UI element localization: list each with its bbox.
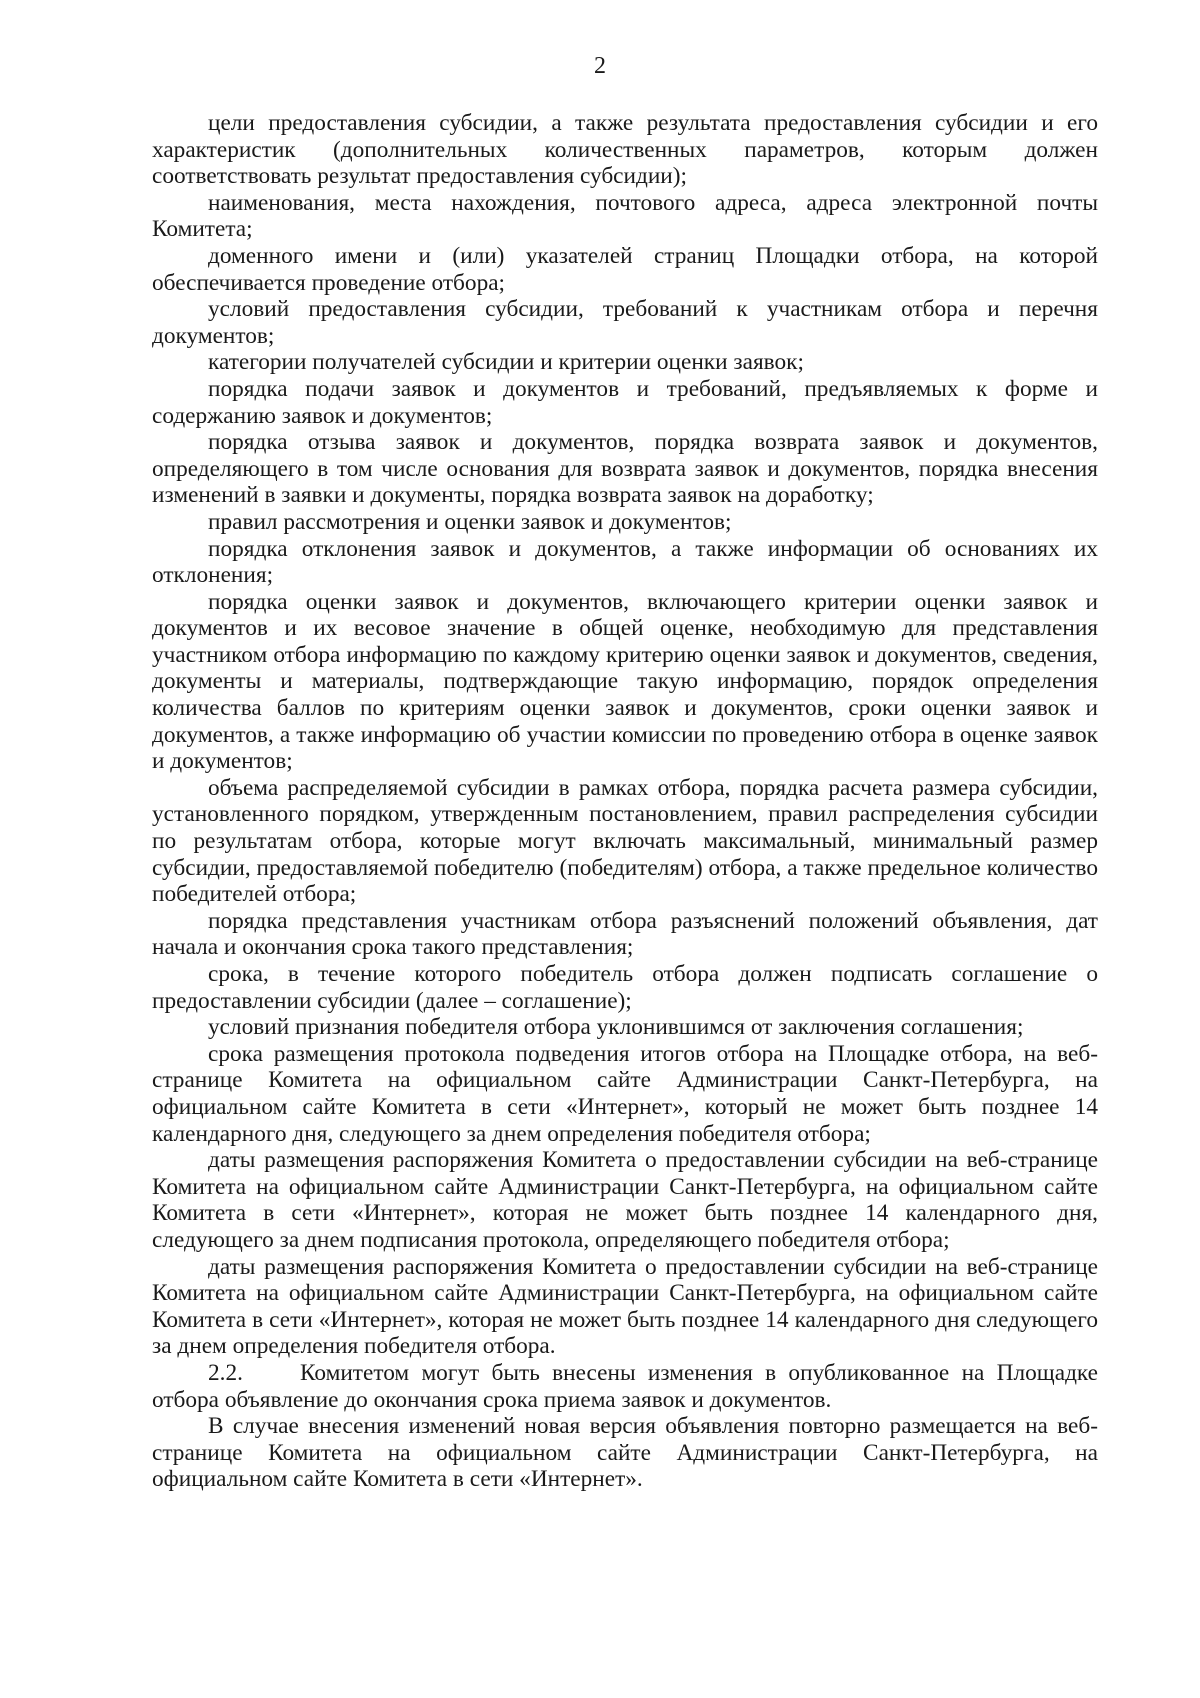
clause-text: Комитетом могут быть внесены изменения в опубликованное на Площадке отбора объявление до окончания срока приема заявок и документов. [152, 1359, 1098, 1413]
list-item: правил рассмотрения и оценки заявок и документов; [208, 508, 732, 535]
list-item: порядка отзыва заявок и документов, порядка возврата заявок и документов, определяющего в том числе основания для возврата заявок и документов, порядка внесения изменений в заявки и документы, порядка возврата заявок на доработку; [152, 429, 1098, 509]
list-item: условий признания победителя отбора уклонившимся от заключения соглашения; [208, 1014, 1024, 1041]
list-item: срока размещения протокола подведения итогов отбора на Площадке отбора, на веб-странице Комитета на официальном сайте Администрации Санкт-Петербурга, на официальном сайте Комитета в сети «Интернет», который не может быть позднее 14 календарного дня, следующего за днем определения победителя отбора; [152, 1040, 1098, 1147]
list-item: даты размещения распоряжения Комитета о предоставлении субсидии на веб-странице Комитета на официальном сайте Администрации Санкт-Петербурга, на официальном сайте Комитета в сети «Интернет», которая не может быть позднее 14 календарного дня, следующего за днем подписания протокола, определяющего победителя отбора; [152, 1147, 1098, 1253]
list-item: порядка подачи заявок и документов и требований, предъявляемых к форме и содержанию заявок и документов; [152, 375, 1098, 429]
list-item: порядка отклонения заявок и документов, а также информации об основаниях их отклонения; [152, 535, 1098, 589]
list-item: порядка оценки заявок и документов, включающего критерии оценки заявок и документов и их весовое значение в общей оценке, необходимую для представления участником отбора информацию по каждому критерию оценки заявок и документов, сведения, документы и материалы, подтверждающие такую информацию, порядок определения количества баллов по критериям оценки заявок и документов, сроки оценки заявок и документов, а также информацию об участии комиссии по проведению отбора в оценке заявок и документов; [152, 588, 1098, 775]
list-item: срока, в течение которого победитель отбора должен подписать соглашение о предоставлении субсидии (далее – соглашение); [152, 961, 1098, 1014]
list-item: порядка представления участникам отбора разъяснений положений объявления, дат начала и окончания срока такого представления; [152, 907, 1098, 961]
list-item: наименования, места нахождения, почтового адреса, адреса электронной почты Комитета; [152, 189, 1098, 243]
document-body [152, 110, 1098, 1493]
clause-2-2 [152, 1360, 1098, 1413]
list-item: доменного имени и (или) указателей страниц Площадки отбора, на которой обеспечивается проведение отбора; [152, 242, 1098, 296]
list-item: объема распределяемой субсидии в рамках отбора, порядка расчета размера субсидии, установленного порядком, утвержденным постановлением, правил распределения субсидии по результатам отбора, которые могут включать максимальный, минимальный размер субсидии, предоставляемой победителю (победителям) отбора, а также предельное количество победителей отбора; [152, 774, 1098, 908]
list-item: даты размещения распоряжения Комитета о предоставлении субсидии на веб-странице Комитета на официальном сайте Администрации Санкт-Петербурга, на официальном сайте Комитета в сети «Интернет», которая не может быть позднее 14 календарного дня следующего за днем определения победителя отбора. [152, 1253, 1098, 1360]
page-number: 2 [594, 53, 606, 79]
clause-number: 2.2. [208, 1359, 243, 1386]
list-item: категории получателей субсидии и критерии оценки заявок; [208, 349, 804, 376]
list-item: цели предоставления субсидии, а также результата предоставления субсидии и его характеристик (дополнительных количественных параметров, которым должен соответствовать результат предоставления субсидии); [152, 110, 1098, 190]
list-item: условий предоставления субсидии, требований к участникам отбора и перечня документов; [152, 296, 1098, 349]
final-paragraph: В случае внесения изменений новая версия объявления повторно размещается на веб-странице Комитета на официальном сайте Администрации Санкт-Петербурга, на официальном сайте Комитета в сети «Интернет». [152, 1413, 1098, 1493]
